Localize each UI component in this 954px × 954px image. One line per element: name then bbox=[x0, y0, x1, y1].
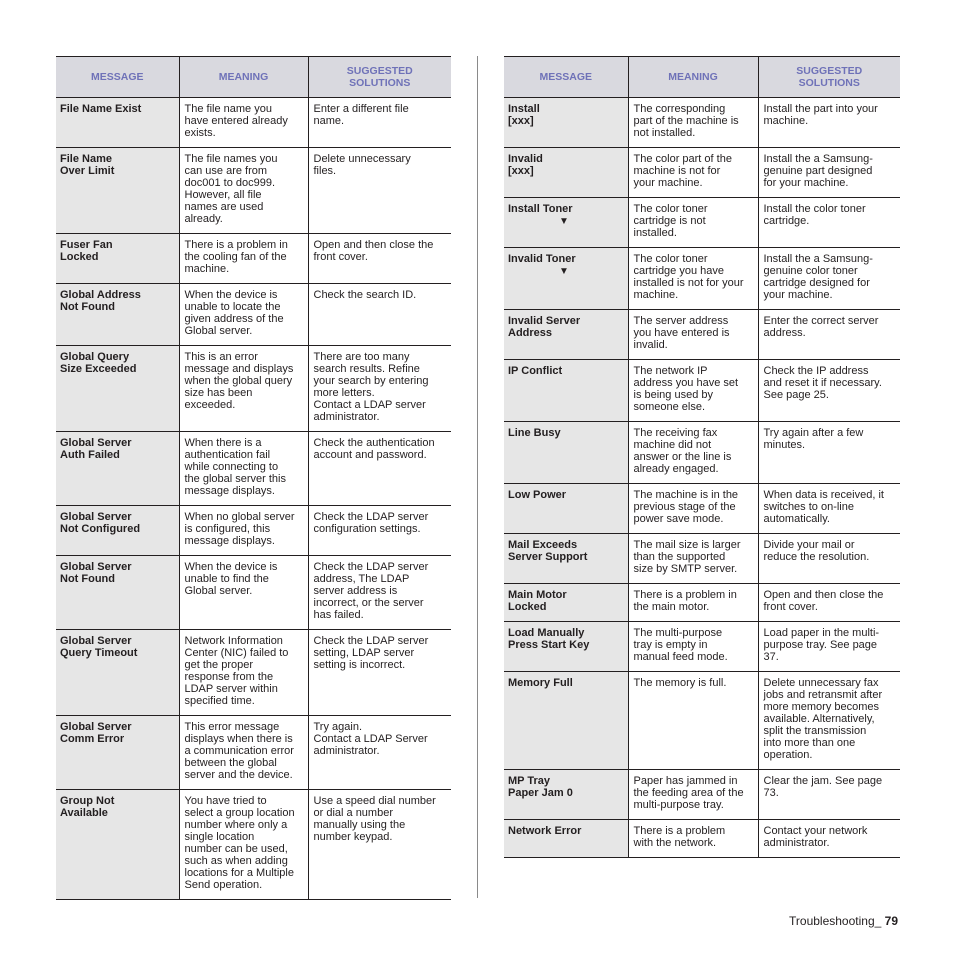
message-text: Mail Exceeds Server Support bbox=[508, 539, 588, 563]
meaning-cell: The multi-purpose tray is empty in manual feed mode. bbox=[628, 622, 758, 672]
solution-cell: Check the IP address and reset it if necessary. See page 25. bbox=[758, 360, 900, 422]
table-row bbox=[504, 672, 900, 770]
message-text: Invalid Toner bbox=[508, 253, 576, 265]
table-row bbox=[504, 310, 900, 360]
table-row bbox=[504, 622, 900, 672]
message-cell bbox=[56, 346, 179, 432]
solution-cell: Contact your network administrator. bbox=[758, 820, 900, 858]
message-cell bbox=[504, 484, 628, 534]
solution-cell: Install the a Samsung- genuine color toner cartridge designed for your machine. bbox=[758, 248, 900, 310]
table-row bbox=[56, 234, 451, 284]
message-text: Low Power bbox=[508, 489, 567, 501]
meaning-cell: The file name you have entered already exists. bbox=[179, 98, 308, 148]
message-text: Load Manually Press Start Key bbox=[508, 627, 590, 651]
table-row bbox=[56, 148, 451, 234]
message-cell bbox=[56, 630, 179, 716]
meaning-cell: The color toner cartridge you have installed is not for your machine. bbox=[628, 248, 758, 310]
solutions-column-header: SUGGESTED SOLUTIONS bbox=[758, 57, 900, 98]
message-cell bbox=[56, 284, 179, 346]
meaning-cell: The corresponding part of the machine is not installed. bbox=[628, 98, 758, 148]
solution-cell: Install the a Samsung- genuine part designed for your machine. bbox=[758, 148, 900, 198]
solution-cell: When data is received, it switches to on-line automatically. bbox=[758, 484, 900, 534]
message-text: Invalid [xxx] bbox=[508, 153, 543, 177]
meaning-cell: There is a problem in the main motor. bbox=[628, 584, 758, 622]
right-error-table bbox=[504, 56, 900, 858]
solution-cell: Install the color toner cartridge. bbox=[758, 198, 900, 248]
message-cell bbox=[56, 556, 179, 630]
solution-cell: Enter the correct server address. bbox=[758, 310, 900, 360]
meaning-column-header: MEANING bbox=[179, 57, 308, 98]
message-text: Main Motor Locked bbox=[508, 589, 567, 613]
table-row bbox=[504, 534, 900, 584]
message-text: Network Error bbox=[508, 825, 582, 837]
table-row bbox=[504, 422, 900, 484]
solution-cell: Install the part into your machine. bbox=[758, 98, 900, 148]
solution-cell: Check the search ID. bbox=[308, 284, 451, 346]
message-cell bbox=[504, 198, 628, 248]
message-text: Install Toner bbox=[508, 203, 573, 215]
solution-cell: Try again. Contact a LDAP Server administrator. bbox=[308, 716, 451, 790]
table-row bbox=[504, 98, 900, 148]
table-row bbox=[56, 284, 451, 346]
meaning-cell: The receiving fax machine did not answer or the line is already engaged. bbox=[628, 422, 758, 484]
table-row bbox=[56, 506, 451, 556]
footer-section-title: Troubleshooting_ bbox=[789, 914, 885, 928]
message-text: Group Not Available bbox=[60, 795, 115, 819]
table-row bbox=[56, 346, 451, 432]
meaning-cell: There is a problem in the cooling fan of the machine. bbox=[179, 234, 308, 284]
message-column-header: MESSAGE bbox=[56, 57, 179, 98]
solution-cell: Enter a different file name. bbox=[308, 98, 451, 148]
message-cell bbox=[504, 98, 628, 148]
meaning-cell: When there is a authentication fail while connecting to the global server this message displays. bbox=[179, 432, 308, 506]
message-text: File Name Over Limit bbox=[60, 153, 115, 177]
table-row bbox=[504, 148, 900, 198]
solution-cell: Use a speed dial number or dial a number manually using the number keypad. bbox=[308, 790, 451, 900]
message-cell bbox=[56, 506, 179, 556]
meaning-column-header: MEANING bbox=[628, 57, 758, 98]
meaning-cell: The color toner cartridge is not installed. bbox=[628, 198, 758, 248]
message-cell bbox=[504, 622, 628, 672]
solution-cell: Divide your mail or reduce the resolution. bbox=[758, 534, 900, 584]
table-header-row bbox=[504, 57, 900, 98]
message-column-header: MESSAGE bbox=[504, 57, 628, 98]
meaning-cell: You have tried to select a group location number where only a single location number can be used, such as when adding locations for a Multiple Send operation. bbox=[179, 790, 308, 900]
solution-cell: Try again after a few minutes. bbox=[758, 422, 900, 484]
message-text: Global Server Not Configured bbox=[60, 511, 141, 535]
message-cell bbox=[504, 248, 628, 310]
message-cell bbox=[504, 360, 628, 422]
meaning-cell: The mail size is larger than the supported size by SMTP server. bbox=[628, 534, 758, 584]
solution-cell: Load paper in the multi- purpose tray. See page 37. bbox=[758, 622, 900, 672]
table-row bbox=[56, 556, 451, 630]
table-row bbox=[504, 770, 900, 820]
page-footer bbox=[789, 914, 898, 928]
message-text: IP Conflict bbox=[508, 365, 563, 377]
meaning-cell: The color part of the machine is not for your machine. bbox=[628, 148, 758, 198]
meaning-cell: This is an error message and displays when the global query size has been exceeded. bbox=[179, 346, 308, 432]
message-cell bbox=[56, 790, 179, 900]
page-number: 79 bbox=[884, 914, 898, 928]
solution-cell: Delete unnecessary files. bbox=[308, 148, 451, 234]
table-row bbox=[56, 790, 451, 900]
solution-cell: Delete unnecessary fax jobs and retransmit after more memory becomes available. Alternatively, split the transmission into more than one operation. bbox=[758, 672, 900, 770]
message-text: Memory Full bbox=[508, 677, 573, 689]
table-row bbox=[504, 584, 900, 622]
message-text: File Name Exist bbox=[60, 103, 142, 115]
message-text: Invalid Server Address bbox=[508, 315, 581, 339]
meaning-cell: The memory is full. bbox=[628, 672, 758, 770]
message-cell bbox=[504, 770, 628, 820]
message-text: Fuser Fan Locked bbox=[60, 239, 113, 263]
table-row bbox=[56, 98, 451, 148]
solution-cell: Open and then close the front cover. bbox=[308, 234, 451, 284]
message-cell bbox=[504, 310, 628, 360]
solution-cell: Check the LDAP server address, The LDAP server address is incorrect, or the server has failed. bbox=[308, 556, 451, 630]
message-cell bbox=[56, 234, 179, 284]
message-cell bbox=[504, 672, 628, 770]
message-text: Line Busy bbox=[508, 427, 561, 439]
meaning-cell: The network IP address you have set is being used by someone else. bbox=[628, 360, 758, 422]
meaning-cell: The server address you have entered is invalid. bbox=[628, 310, 758, 360]
down-arrow-icon: ▼ bbox=[559, 266, 569, 277]
left-error-table bbox=[56, 56, 451, 900]
message-text: Global Query Size Exceeded bbox=[60, 351, 137, 375]
message-cell bbox=[56, 432, 179, 506]
meaning-cell: Network Information Center (NIC) failed to get the proper response from the LDAP server within specified time. bbox=[179, 630, 308, 716]
message-text: MP Tray Paper Jam 0 bbox=[508, 775, 573, 799]
message-text: Global Address Not Found bbox=[60, 289, 141, 313]
message-text: Install [xxx] bbox=[508, 103, 540, 127]
meaning-cell: There is a problem with the network. bbox=[628, 820, 758, 858]
message-text: Global Server Comm Error bbox=[60, 721, 132, 745]
table-row bbox=[56, 716, 451, 790]
message-cell bbox=[504, 820, 628, 858]
message-cell bbox=[504, 422, 628, 484]
solution-cell: Check the LDAP server configuration settings. bbox=[308, 506, 451, 556]
message-cell bbox=[504, 584, 628, 622]
solution-cell: Check the LDAP server setting, LDAP server setting is incorrect. bbox=[308, 630, 451, 716]
meaning-cell: When the device is unable to find the Global server. bbox=[179, 556, 308, 630]
table-row bbox=[504, 198, 900, 248]
table-row bbox=[504, 248, 900, 310]
message-cell bbox=[56, 716, 179, 790]
solution-cell: Open and then close the front cover. bbox=[758, 584, 900, 622]
message-cell bbox=[56, 148, 179, 234]
meaning-cell: The machine is in the previous stage of the power save mode. bbox=[628, 484, 758, 534]
message-text: Global Server Not Found bbox=[60, 561, 132, 585]
table-row bbox=[504, 484, 900, 534]
solution-cell: Check the authentication account and password. bbox=[308, 432, 451, 506]
table-row bbox=[504, 820, 900, 858]
meaning-cell: The file names you can use are from doc001 to doc999. However, all file names are used already. bbox=[179, 148, 308, 234]
solution-cell: There are too many search results. Refine your search by entering more letters. Contact a LDAP server administrator. bbox=[308, 346, 451, 432]
message-text: Global Server Auth Failed bbox=[60, 437, 132, 461]
table-row bbox=[504, 360, 900, 422]
meaning-cell: When the device is unable to locate the given address of the Global server. bbox=[179, 284, 308, 346]
message-cell bbox=[56, 98, 179, 148]
table-row bbox=[56, 630, 451, 716]
column-divider bbox=[477, 56, 478, 898]
meaning-cell: This error message displays when there is a communication error between the global server and the device. bbox=[179, 716, 308, 790]
solution-cell: Clear the jam. See page 73. bbox=[758, 770, 900, 820]
meaning-cell: Paper has jammed in the feeding area of the multi-purpose tray. bbox=[628, 770, 758, 820]
solutions-column-header: SUGGESTED SOLUTIONS bbox=[308, 57, 451, 98]
message-cell bbox=[504, 534, 628, 584]
table-header-row bbox=[56, 57, 451, 98]
meaning-cell: When no global server is configured, this message displays. bbox=[179, 506, 308, 556]
message-text: Global Server Query Timeout bbox=[60, 635, 138, 659]
table-row bbox=[56, 432, 451, 506]
down-arrow-icon: ▼ bbox=[559, 216, 569, 227]
message-cell bbox=[504, 148, 628, 198]
